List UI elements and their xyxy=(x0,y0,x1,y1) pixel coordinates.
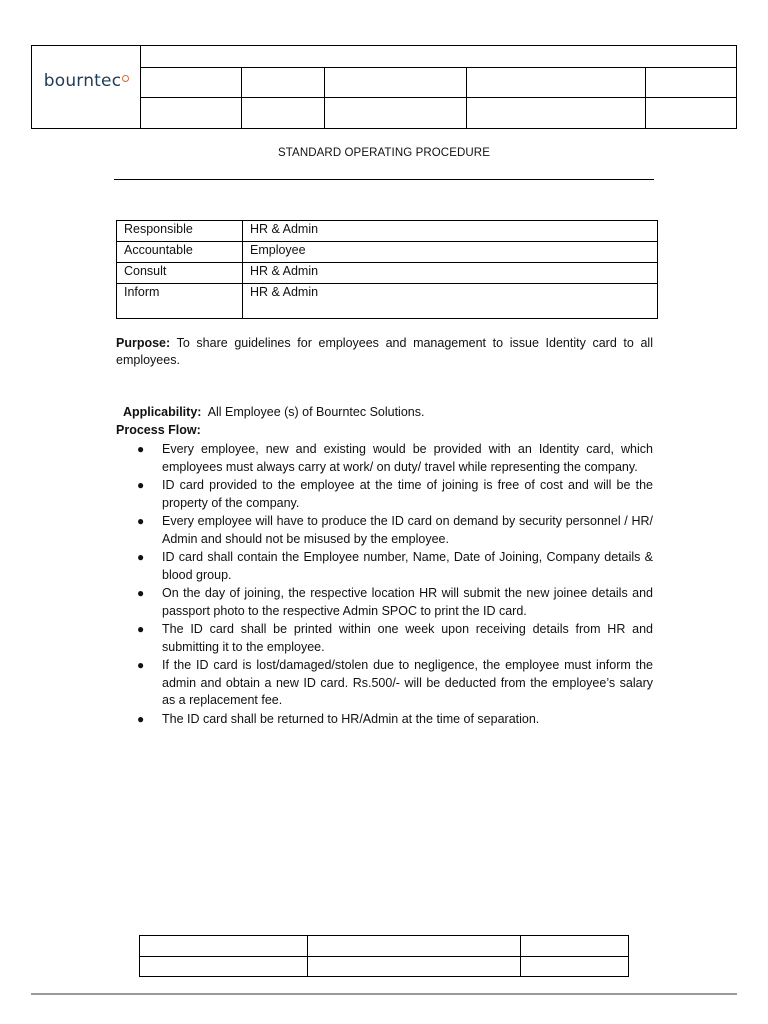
raci-party: Employee xyxy=(243,242,658,263)
list-item xyxy=(116,513,653,548)
raci-party: HR & Admin xyxy=(243,263,658,284)
title-underline xyxy=(114,179,654,180)
raci-role: Responsible xyxy=(117,221,243,242)
logo-text: bourntec xyxy=(43,71,122,91)
list-item-text: The ID card shall be returned to HR/Admin at the time of separation. xyxy=(162,711,540,726)
bullet-icon: ● xyxy=(137,711,145,726)
list-item xyxy=(116,477,653,512)
list-item xyxy=(116,711,653,729)
list-item-text: Every employee, new and existing would be provided with an Identity card, which employees must always carry at work/ on duty/ travel while representing the company. xyxy=(162,442,653,474)
raci-role: Consult xyxy=(117,263,243,284)
document-header xyxy=(31,45,737,129)
bullet-icon: ● xyxy=(137,658,145,672)
header-grid xyxy=(141,67,736,128)
process-flow-list xyxy=(116,441,653,729)
purpose-label: Purpose: xyxy=(116,336,171,350)
footer-table xyxy=(139,935,629,977)
purpose-text: To share guidelines for employees and management to issue Identity card to all employees. xyxy=(116,336,653,367)
table-row xyxy=(117,242,658,263)
raci-role: Inform xyxy=(117,284,243,319)
bullet-icon: ● xyxy=(137,478,145,492)
bullet-icon: ● xyxy=(137,550,145,564)
page-bottom-rule xyxy=(31,993,737,995)
purpose-section xyxy=(116,335,653,369)
table-row xyxy=(117,284,658,319)
process-flow-heading: Process Flow: xyxy=(116,423,201,437)
list-item xyxy=(116,621,653,656)
list-item-text: ID card shall contain the Employee number, Name, Date of Joining, Company details & blood group. xyxy=(162,550,653,582)
list-item xyxy=(116,657,653,710)
bullet-icon: ● xyxy=(137,514,145,528)
raci-party: HR & Admin xyxy=(243,221,658,242)
company-logo xyxy=(32,46,141,128)
list-item-text: ID card provided to the employee at the time of joining is free of cost and will be the property of the company. xyxy=(162,478,653,510)
header-top-row xyxy=(141,46,736,68)
table-row xyxy=(117,263,658,284)
list-item xyxy=(116,585,653,620)
list-item-text: On the day of joining, the respective location HR will submit the new joinee details and passport photo to the respective Admin SPOC to print the ID card. xyxy=(162,586,653,618)
logo-dot-icon xyxy=(122,75,129,82)
raci-table xyxy=(116,220,658,319)
list-item xyxy=(116,441,653,476)
bullet-icon: ● xyxy=(137,442,145,456)
footer-divider xyxy=(140,956,628,957)
document-title: STANDARD OPERATING PROCEDURE xyxy=(278,147,490,159)
list-item-text: If the ID card is lost/damaged/stolen due to negligence, the employee must inform the admin and obtain a new ID card. Rs.500/- will be deducted from the employee’s salary as a replacement fee. xyxy=(162,658,653,707)
raci-party: HR & Admin xyxy=(243,284,658,319)
raci-role: Accountable xyxy=(117,242,243,263)
bullet-icon: ● xyxy=(137,586,145,600)
list-item xyxy=(116,549,653,584)
applicability-text: All Employee (s) of Bourntec Solutions. xyxy=(201,405,425,419)
bullet-icon: ● xyxy=(137,622,145,636)
header-divider xyxy=(141,97,736,98)
table-row xyxy=(117,221,658,242)
list-item-text: The ID card shall be printed within one week upon receiving details from HR and submitting it to the employee. xyxy=(162,622,653,654)
applicability-section xyxy=(116,387,653,421)
list-item-text: Every employee will have to produce the ID card on demand by security personnel / HR/ Admin and should not be misused by the employee. xyxy=(162,514,653,546)
applicability-label: Applicability: xyxy=(122,405,202,419)
